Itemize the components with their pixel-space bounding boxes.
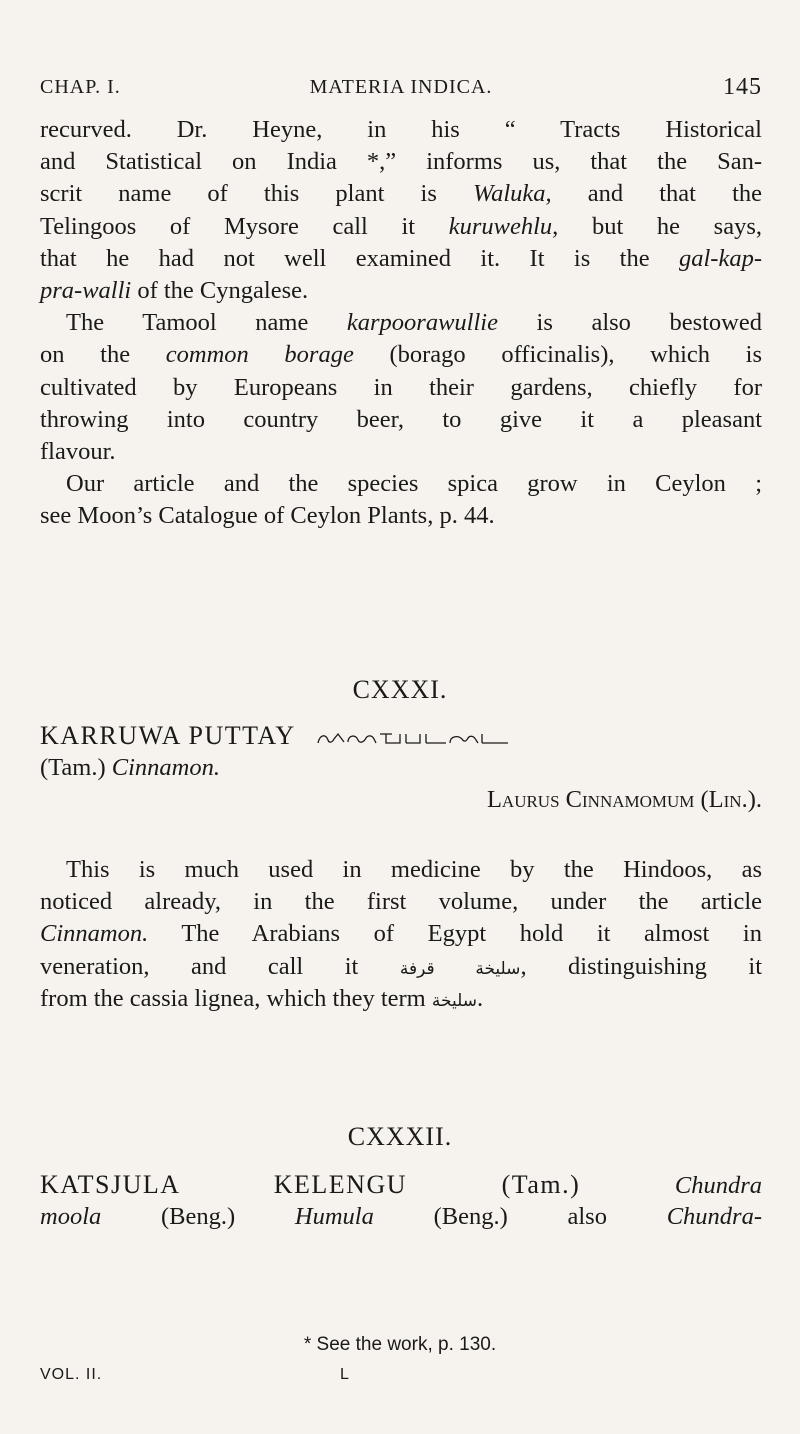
text-run: and that the [551,180,763,208]
running-head [40,76,762,110]
chapter-label: CHAP. I. [40,76,121,98]
text-run: , distinguishing it [520,952,763,980]
telugu-name: kuruwehlu, [448,212,559,240]
text-run: Telingoos of Mysore call it [40,212,449,240]
text-run: (Beng.) [101,1203,295,1231]
sanskrit-name: Waluka, [472,180,552,208]
text-run: from the cassia lignea, which they term [40,984,432,1012]
signature-row [40,1366,762,1384]
bengali-name: Chundra [674,1172,762,1199]
text-line: see Moon’s Catalogue of Ceylon Plants, p. 44. [40,502,495,530]
cinnamon-term: Cinnamon. [40,920,149,948]
text-run: that he had not well examined it. It is the [40,244,679,272]
text-line [40,1169,762,1201]
text-line: This is much used in medicine by the Hindoos, as [66,856,762,883]
text-run: (borago officinalis), which is [353,341,763,369]
entry-heading-cinnamon [40,720,762,817]
text-run: (Beng.) also [373,1203,667,1231]
tamil-script-word [316,730,511,746]
headword: KARRUWA PUTTAY [40,721,296,750]
text-line [40,1201,762,1233]
bengali-name: Chundra- [666,1203,762,1231]
bengali-name-cont: moola [40,1203,102,1231]
text-run: scrit name of this plant is [40,180,473,208]
text-line [40,243,762,275]
text-line [40,211,762,243]
text-line: throwing into country beer, to give it a pleasant [40,405,762,433]
text-line [40,951,762,983]
cingalese-name: gal-kap- [679,244,762,272]
text-line [40,983,762,1015]
paragraph-borage [40,114,762,532]
signature-mark: L [340,1366,350,1383]
text-line: cultivated by Europeans in their gardens, chiefly for [40,373,762,401]
text-run: The Tamool name [66,309,347,337]
headword: KATSJULA KELENGU (Tam.) [40,1170,675,1199]
cingalese-name-cont: pra-walli [40,276,132,304]
paragraph-cinnamon [40,854,762,1015]
tamool-name: karpoorawullie [346,309,498,337]
text-line [40,178,762,210]
text-line [40,275,762,307]
text-line [40,918,762,950]
common-borage: common borage [165,341,354,369]
common-name: Cinnamon. [111,754,220,782]
arabic-term: سليخة قرفة [399,958,521,979]
language-tag: (Tam.) [40,754,112,782]
text-line [40,307,762,339]
footnote: * See the work, p. 130. [303,1334,497,1355]
text-run: but he says, [558,212,763,240]
text-line: noticed already, in the first volume, under the article [40,888,762,916]
text-line [40,720,762,752]
section-number: CXXXI. [352,675,448,704]
bengali-name: Humula [294,1203,374,1231]
text-run: of the Cyngalese. [131,276,309,304]
text-line: and Statistical on India *,” informs us, that the San- [40,148,762,176]
text-run: on the [40,341,166,369]
entry-heading-katsjula [40,1169,762,1233]
text-run: veneration, and call it [40,952,400,980]
section-number: CXXXII. [347,1122,453,1151]
latin-name: Laurus Cinnamomum (Lin.). [486,786,762,814]
text-run: The Arabians of Egypt hold it almost in [148,920,762,948]
volume-label: VOL. II. [40,1366,103,1383]
text-line [40,339,762,371]
page-number: 145 [723,74,762,100]
text-line [40,752,762,784]
text-line: flavour. [40,437,116,465]
text-run: is also bestowed [497,309,763,337]
text-run: . [476,984,484,1012]
arabic-term: سليخة [431,990,477,1011]
text-line: recurved. Dr. Heyne, in his “ Tracts Historical [40,116,762,143]
text-line: Our article and the species spica grow in Ceylon ; [66,470,762,498]
running-title: MATERIA INDICA. [309,76,493,98]
